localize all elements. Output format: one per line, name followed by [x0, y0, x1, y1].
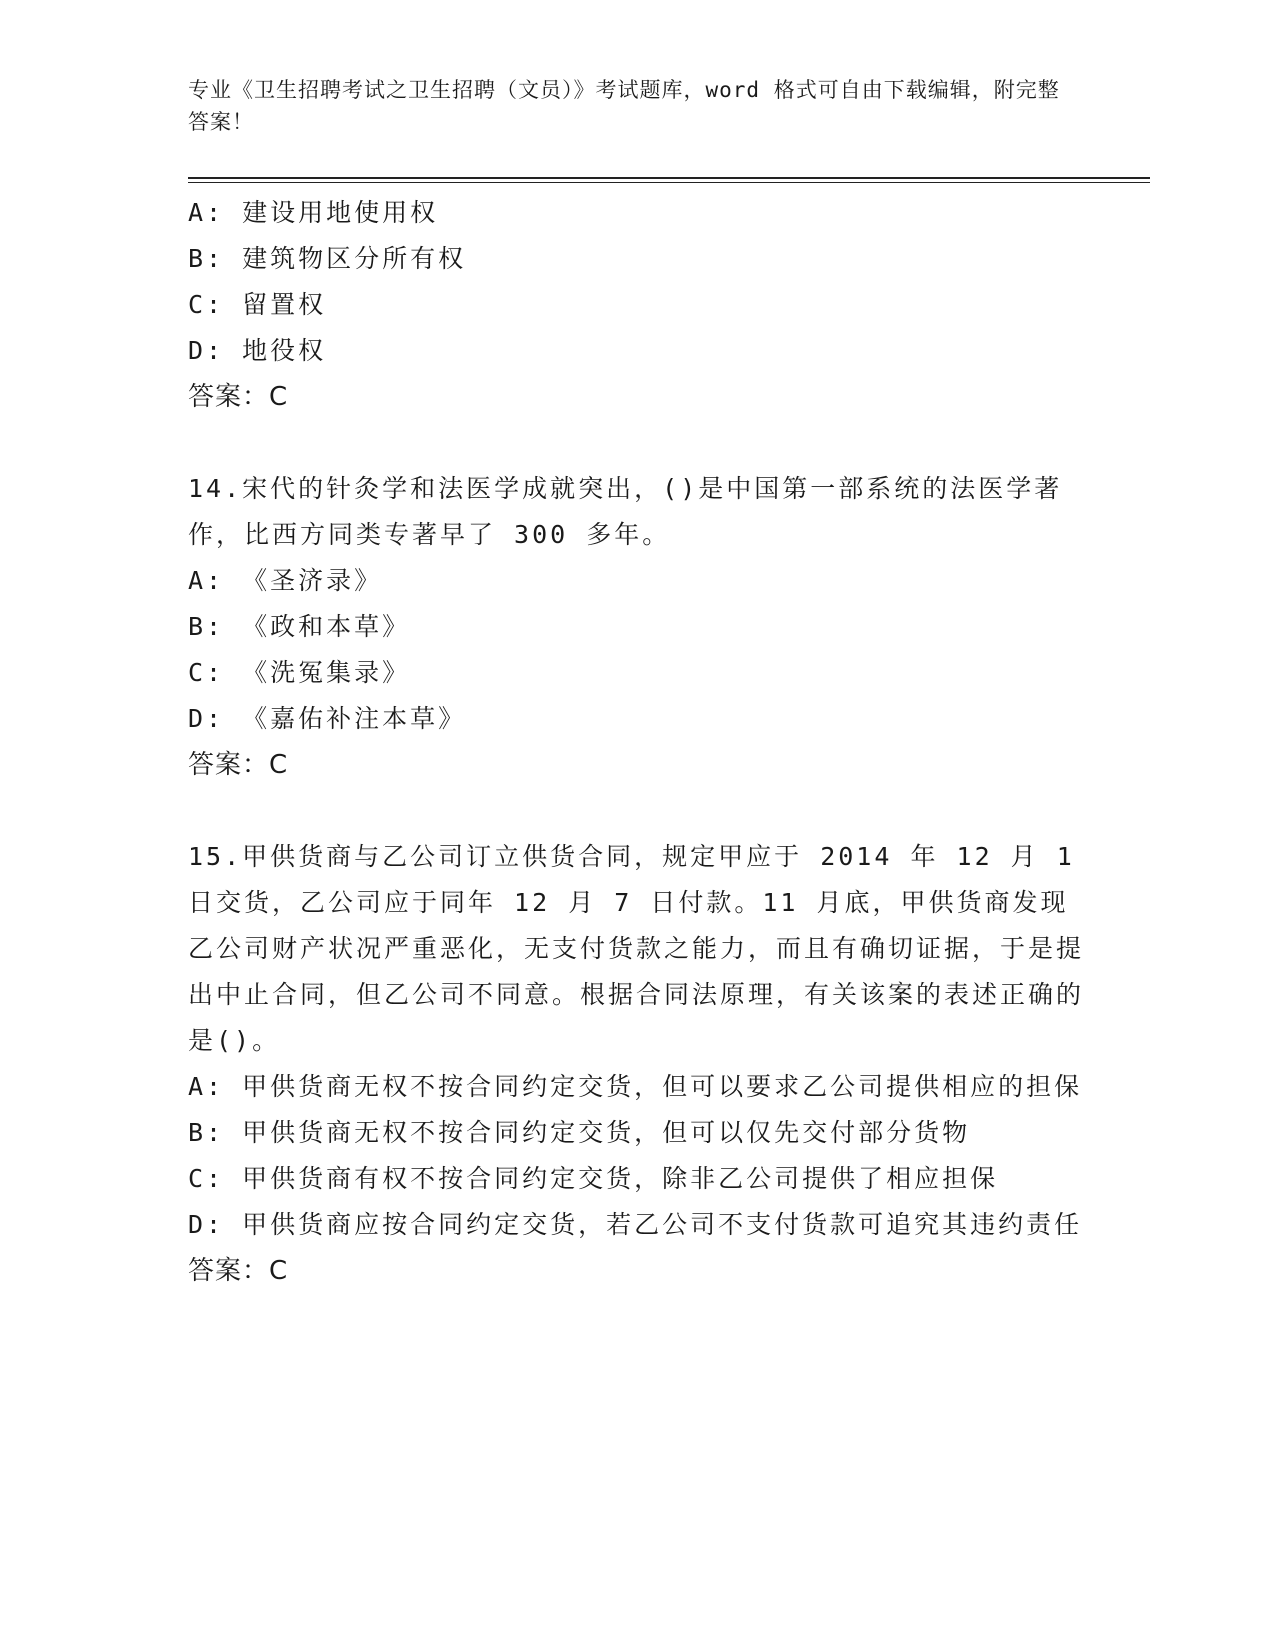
option-a: A: 建设用地使用权 — [188, 198, 439, 227]
option-c: C: 《洗冤集录》 — [188, 658, 411, 687]
option-c: C: 甲供货商有权不按合同约定交货，除非乙公司提供了相应担保 — [188, 1164, 999, 1193]
question-14 — [188, 466, 1088, 788]
option-b: B: 建筑物区分所有权 — [188, 244, 467, 273]
answer-line: 答案：C — [188, 1256, 289, 1286]
option-d: D: 地役权 — [188, 336, 327, 365]
question-stem: 14.宋代的针灸学和法医学成就突出，()是中国第一部系统的法医学著作，比西方同类专著早了 300 多年。 — [188, 474, 1063, 549]
spacer — [188, 788, 1088, 834]
header-divider-thin — [188, 182, 1150, 183]
option-b: B: 《政和本草》 — [188, 612, 411, 641]
question-15 — [188, 834, 1088, 1294]
document-header: 专业《卫生招聘考试之卫生招聘（文员）》考试题库，word 格式可自由下载编辑，附完整答案！ — [188, 78, 1060, 134]
question-stem: 15.甲供货商与乙公司订立供货合同，规定甲应于 2014 年 12 月 1 日交货，乙公司应于同年 12 月 7 日付款。11 月底，甲供货商发现乙公司财产状况严重恶化，无支付货款之能力，而且有确切证据，于是提出中止合同，但乙公司不同意。根据合同法原理，有关该案的表述正确的是()。 — [188, 842, 1085, 1055]
option-a: A: 《圣济录》 — [188, 566, 383, 595]
header-divider-thick — [188, 177, 1150, 179]
question-13 — [188, 190, 1088, 420]
option-c: C: 留置权 — [188, 290, 327, 319]
spacer — [188, 420, 1088, 466]
option-a: A: 甲供货商无权不按合同约定交货，但可以要求乙公司提供相应的担保 — [188, 1072, 1083, 1101]
option-b: B: 甲供货商无权不按合同约定交货，但可以仅先交付部分货物 — [188, 1118, 971, 1147]
answer-line: 答案：C — [188, 750, 289, 780]
option-d: D: 甲供货商应按合同约定交货，若乙公司不支付货款可追究其违约责任 — [188, 1210, 1083, 1239]
answer-line: 答案：C — [188, 382, 289, 412]
question-content — [188, 190, 1088, 1294]
option-d: D: 《嘉佑补注本草》 — [188, 704, 467, 733]
